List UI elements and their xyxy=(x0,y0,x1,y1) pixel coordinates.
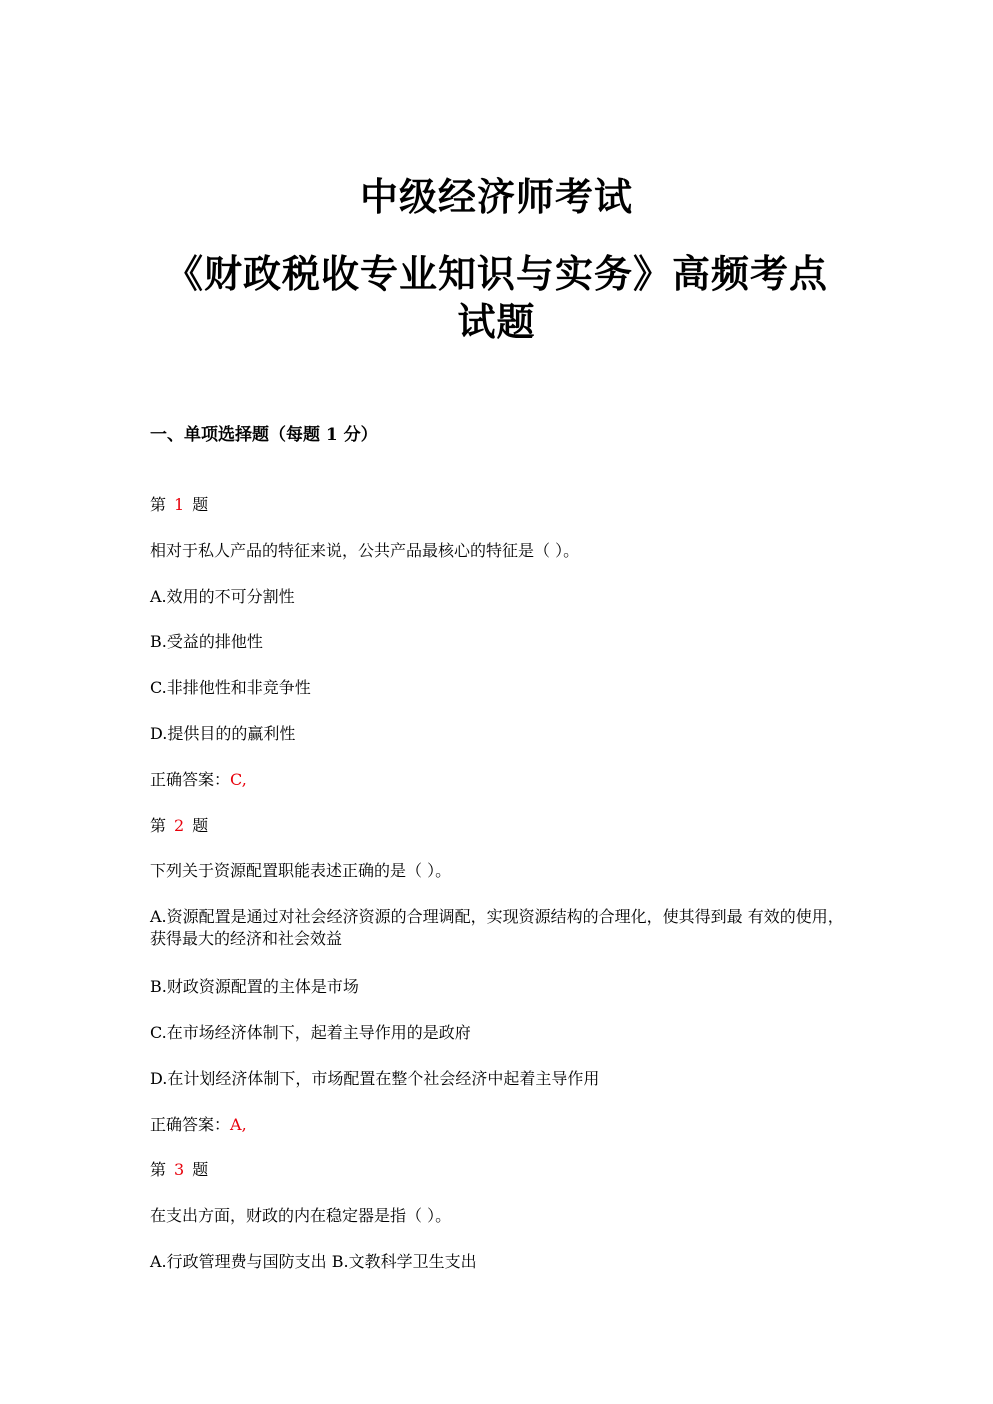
question-3-option-ab: A.行政管理费与国防支出 B.文教科学卫生支出 xyxy=(150,1252,477,1271)
section-heading: 一、单项选择题（每题 1 分） xyxy=(150,425,378,445)
question-1-header xyxy=(150,494,208,516)
question-suffix: 题 xyxy=(192,495,209,514)
question-2-stem: 下列关于资源配置职能表述正确的是（ ）。 xyxy=(150,861,452,880)
question-number: 1 xyxy=(174,495,185,514)
question-1-answer xyxy=(150,769,247,791)
question-prefix: 第 xyxy=(150,1160,167,1179)
question-2-header xyxy=(150,815,208,837)
answer-value: C, xyxy=(230,770,247,789)
question-1-option-a: A.效用的不可分割性 xyxy=(150,587,295,606)
question-prefix: 第 xyxy=(150,495,167,514)
answer-label: 正确答案： xyxy=(150,770,231,789)
question-1-option-d: D.提供目的的赢利性 xyxy=(150,724,296,743)
question-2-answer xyxy=(150,1114,247,1136)
question-3-header xyxy=(150,1159,208,1181)
answer-value: A, xyxy=(230,1115,247,1134)
question-suffix: 题 xyxy=(192,816,209,835)
question-3-stem: 在支出方面，财政的内在稳定器是指（ ）。 xyxy=(150,1206,452,1225)
question-number: 3 xyxy=(174,1160,185,1179)
title-line-1: 中级经济师考试 xyxy=(359,174,633,219)
question-1-stem: 相对于私人产品的特征来说，公共产品最核心的特征是（ ）。 xyxy=(150,541,580,560)
question-1-option-b: B.受益的排他性 xyxy=(150,632,263,651)
answer-label: 正确答案： xyxy=(150,1115,231,1134)
question-2-option-a: A.资源配置是通过对社会经济资源的合理调配，实现资源结构的合理化，使其得到最 有效的使用，获得最大的经济和社会效益 xyxy=(150,907,844,948)
question-prefix: 第 xyxy=(150,816,167,835)
question-number: 2 xyxy=(174,816,185,835)
question-2-option-d: D.在计划经济体制下，市场配置在整个社会经济中起着主导作用 xyxy=(150,1069,600,1088)
question-suffix: 题 xyxy=(192,1160,209,1179)
question-1-option-c: C.非排他性和非竞争性 xyxy=(150,678,311,697)
question-2-option-c: C.在市场经济体制下，起着主导作用的是政府 xyxy=(150,1023,471,1042)
question-2-option-b: B.财政资源配置的主体是市场 xyxy=(150,977,359,996)
title-line-2: 《财政税收专业知识与实务》高频考点 xyxy=(164,251,828,296)
title-line-3: 试题 xyxy=(457,299,536,344)
